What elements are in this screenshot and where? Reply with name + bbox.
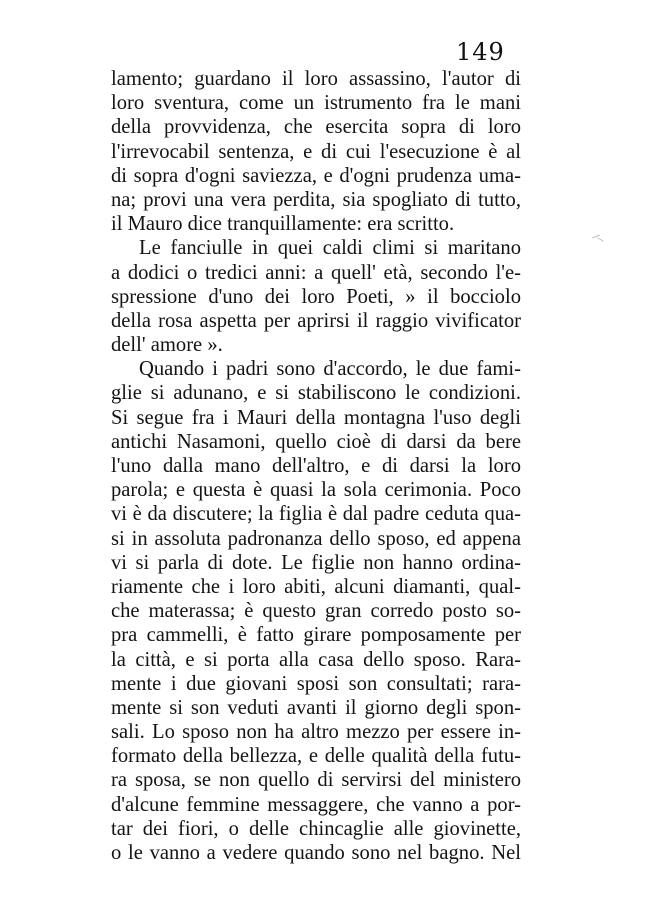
paragraph [111,357,521,865]
paper-speck-mark [592,232,606,242]
text-line: dell' amore ». [111,334,223,357]
text-line: parola; e questa è quasi la sola cerimonia. Poco [111,479,521,502]
text-line: Quando i padri sono d'accordo, le due fami- [139,358,521,381]
text-line: Si segue fra i Mauri della montagna l'uso degli [111,406,521,429]
text-line: il Mauro dice tranquillamente: era scritto. [111,213,455,236]
paragraph [111,67,521,236]
text-line: l'uno dalla mano dell'altro, e di darsi la loro [111,455,521,477]
text-line: riamente che i loro abiti, alcuni diamanti, qual- [111,575,521,598]
body-text [111,67,521,865]
text-line: la città, e si porta alla casa dello sposo. Rara- [111,648,521,671]
text-line: di sopra d'ogni saviezza, e d'ogni prudenza uma- [111,164,521,187]
text-line: tar dei fiori, o delle chincaglie alle giovinette, [111,817,521,840]
text-line: pra cammelli, è fatto girare pomposamente per [111,624,521,647]
text-line: lamento; guardano il loro assassino, l'autor di [111,68,521,90]
text-line: della provvidenza, che esercita sopra di loro [111,116,521,139]
text-line: na; provi una vera perdita, sia spogliato di tutto, [111,188,521,211]
text-line: o le vanno a vedere quando sono nel bagno. Nel [111,842,521,864]
text-line: loro sventura, come un istrumento fra le mani [111,92,521,115]
text-line: mente si son veduti avanti il giorno degli spon- [111,696,521,719]
text-line: mente i due giovani sposi son consultati; rara- [111,672,521,695]
text-line: che materassa; è questo gran corredo posto so- [111,600,521,623]
text-line: d'alcune femmine messaggere, che vanno a por- [111,793,521,816]
page-number: 149 [456,38,505,66]
text-line: a dodici o tredici anni: a quell' età, secondo l'e- [111,261,521,284]
text-line: sali. Lo sposo non ha altro mezzo per essere in- [111,721,521,744]
paragraph [111,236,521,357]
text-line: vi è da discutere; la figlia è dal padre ceduta qua- [111,503,521,526]
text-line: antichi Nasamoni, quello cioè di darsi da bere [111,430,521,453]
text-line: ra sposa, se non quello di servirsi del ministero [111,769,521,792]
text-line: della rosa aspetta per aprirsi il raggio vivificator [111,309,521,332]
text-line: formato della bellezza, e delle qualità della futu- [111,745,521,768]
text-line: l'irrevocabil sentenza, e di cui l'esecuzione è al [111,140,521,163]
text-line: si in assoluta padronanza dello sposo, ed appena [111,527,521,550]
text-line: Le fanciulle in quei caldi climi si maritano [139,237,521,260]
text-line: vi si parla di dote. Le figlie non hanno ordina- [111,551,521,574]
text-line: glie si adunano, e si stabiliscono le condizioni. [111,382,521,405]
text-line: spressione d'uno dei loro Poeti, » il bocciolo [111,285,521,308]
